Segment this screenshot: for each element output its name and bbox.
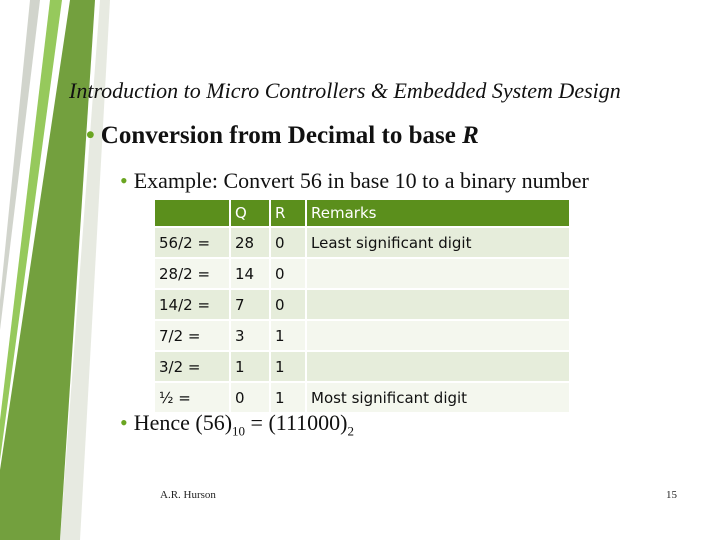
- conclusion-prefix: Hence (56): [133, 410, 233, 435]
- bullet2-text: Example: Convert 56 in base 10 to a binary number: [133, 168, 589, 193]
- cell-division: ½ =: [155, 383, 231, 414]
- cell-remark: [307, 352, 571, 383]
- cell-division: 7/2 =: [155, 321, 231, 352]
- bullet-dot-icon: •: [120, 168, 128, 193]
- footer-author: A.R. Hurson: [160, 489, 216, 501]
- cell-division: 14/2 =: [155, 290, 231, 321]
- table-row: [155, 321, 571, 352]
- conversion-table: [153, 198, 573, 416]
- bullet-dot-icon: •: [86, 122, 95, 149]
- bullet1-variable: R: [462, 122, 479, 149]
- cell-quotient: 3: [231, 321, 271, 352]
- cell-remark: [307, 321, 571, 352]
- cell-remark: [307, 290, 571, 321]
- cell-remainder: 1: [271, 321, 307, 352]
- cell-quotient: 0: [231, 383, 271, 414]
- cell-remainder: 1: [271, 383, 307, 414]
- cell-remainder: 0: [271, 228, 307, 259]
- slide-title: Introduction to Micro Controllers & Embedded System Design: [69, 78, 621, 103]
- cell-remainder: 0: [271, 259, 307, 290]
- table-row: [155, 290, 571, 321]
- header-blank: [155, 200, 231, 228]
- cell-remark: Least significant digit: [307, 228, 571, 259]
- cell-remainder: 1: [271, 352, 307, 383]
- cell-remark: Most significant digit: [307, 383, 571, 414]
- bullet-conversion-heading: [86, 122, 479, 150]
- conclusion-base10: 10: [232, 423, 246, 439]
- page-number: 15: [666, 489, 677, 501]
- cell-remainder: 0: [271, 290, 307, 321]
- bullet1-text: Conversion from Decimal to base: [100, 122, 463, 149]
- cell-quotient: 28: [231, 228, 271, 259]
- cell-division: 56/2 =: [155, 228, 231, 259]
- header-remarks: Remarks: [307, 200, 571, 228]
- cell-quotient: 7: [231, 290, 271, 321]
- bullet-dot-icon: •: [120, 410, 128, 435]
- table-row: [155, 352, 571, 383]
- header-remainder: R: [271, 200, 307, 228]
- header-quotient: Q: [231, 200, 271, 228]
- cell-quotient: 14: [231, 259, 271, 290]
- table-row: [155, 259, 571, 290]
- cell-quotient: 1: [231, 352, 271, 383]
- cell-division: 3/2 =: [155, 352, 231, 383]
- conclusion-base2: 2: [347, 423, 354, 439]
- cell-division: 28/2 =: [155, 259, 231, 290]
- bullet-example: [120, 168, 589, 194]
- table-row: [155, 228, 571, 259]
- bullet-conclusion: [120, 410, 354, 439]
- conclusion-mid: = (111000): [245, 410, 348, 435]
- cell-remark: [307, 259, 571, 290]
- table-header-row: [155, 200, 571, 228]
